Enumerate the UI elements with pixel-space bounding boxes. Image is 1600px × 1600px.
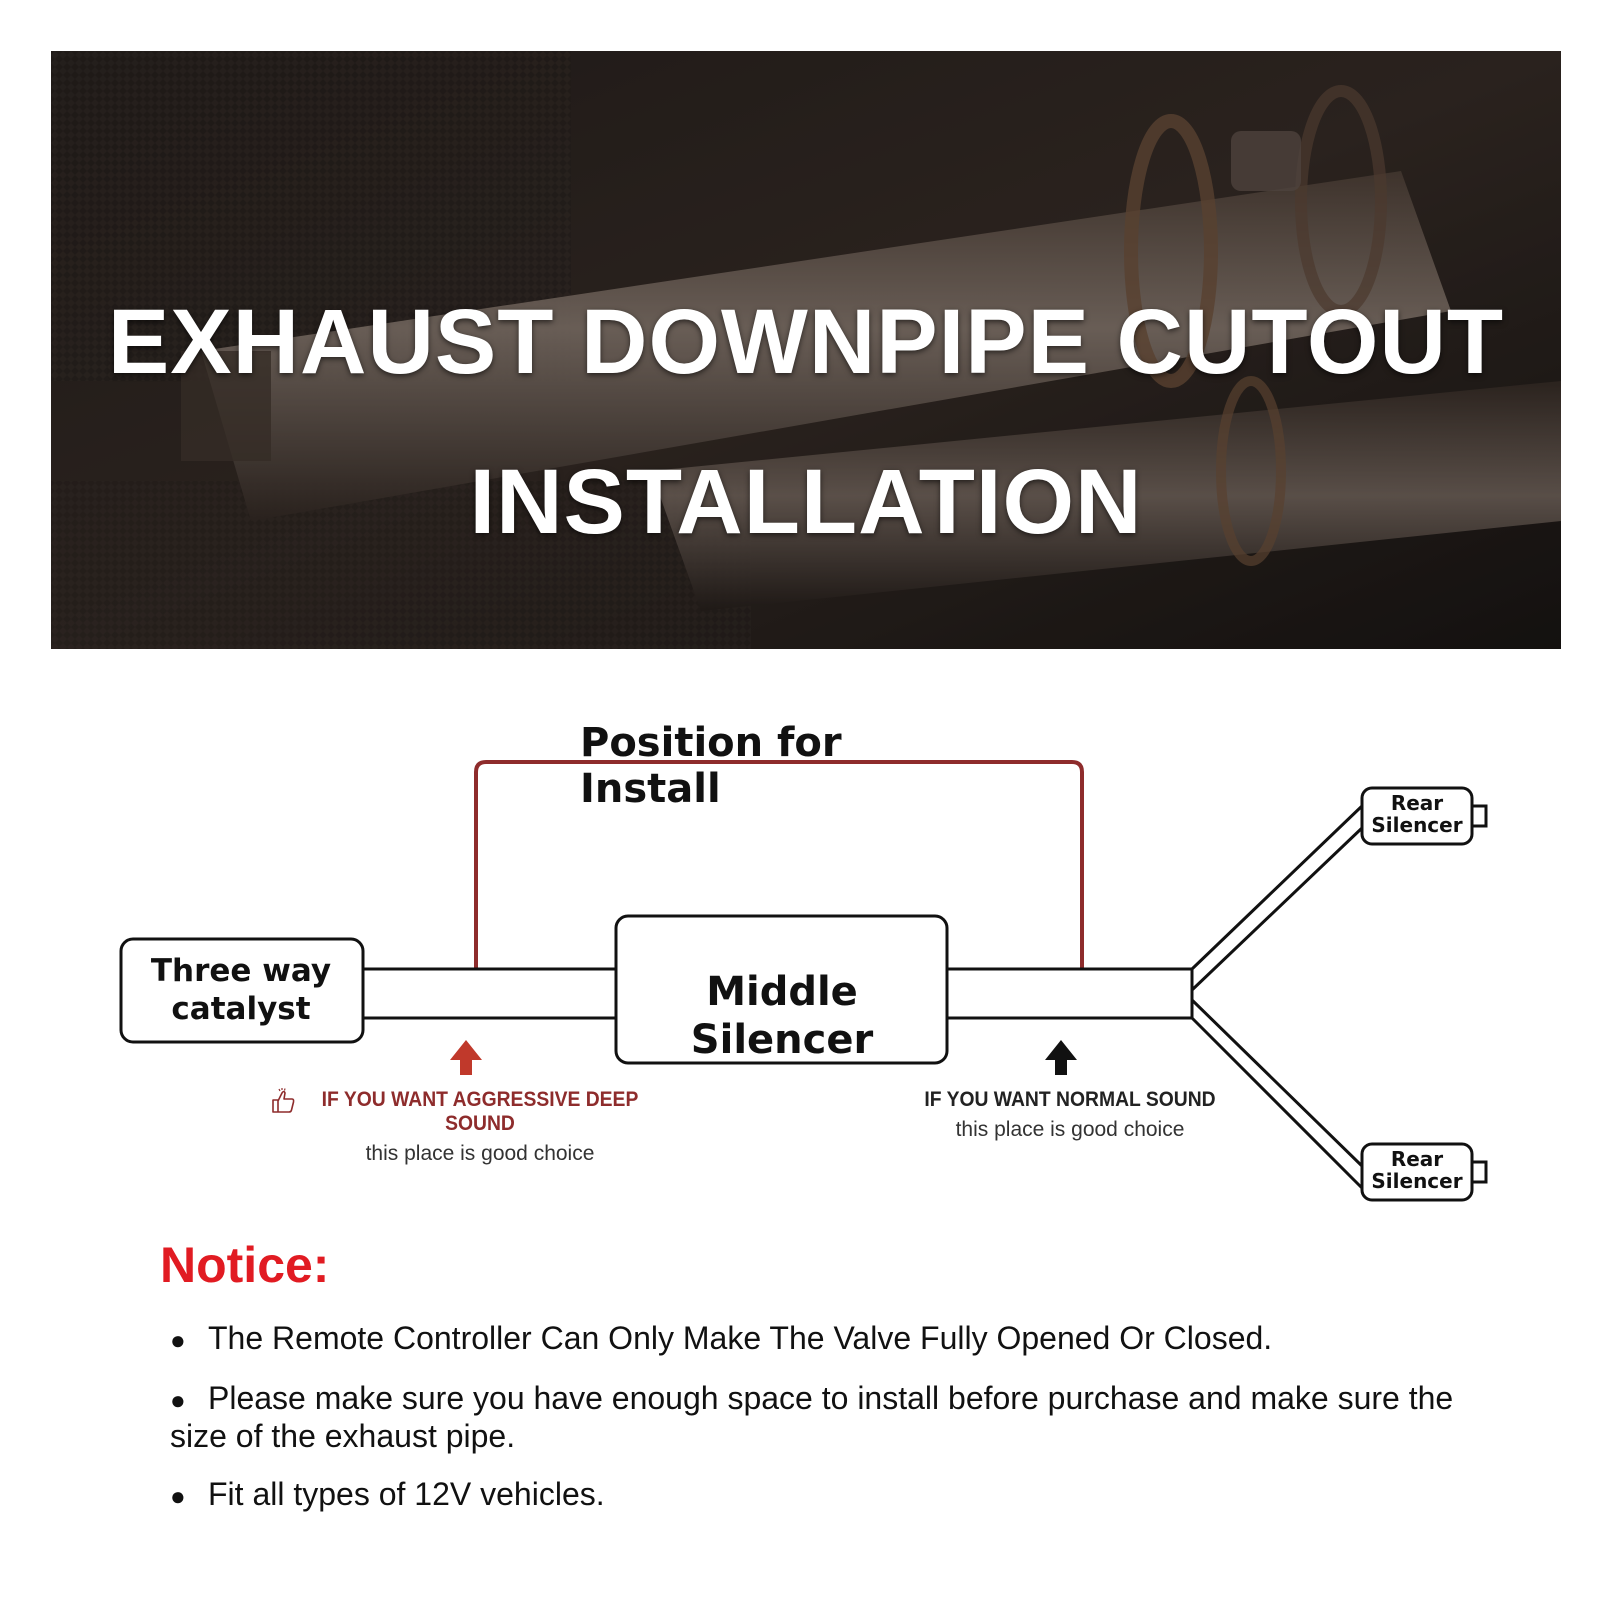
normal-sound-caption: IF YOU WANT NORMAL SOUND [924,1088,1216,1111]
notice-item [160,1476,1500,1514]
notice-list [160,1320,1500,1514]
notice-item-text: Fit all types of 12V vehicles. [208,1476,605,1512]
bullet-icon: ● [170,1481,186,1511]
thumbs-up-icon [270,1088,296,1114]
normal-sound-subtext: this place is good choice [955,1118,1185,1141]
rear-silencer-label-bottom: Rear Silencer [1371,1147,1463,1193]
notice-item-text: The Remote Controller Can Only Make The Valve Fully Opened Or Closed. [208,1320,1273,1356]
notice-item-text: Please make sure you have enough space to install before purchase and make sure the size of the exhaust pipe. [170,1380,1454,1454]
aggressive-sound-caption: IF YOU WANT AGGRESSIVE DEEP SOUND [321,1088,639,1135]
catalyst-label: Three way catalyst [150,953,332,1027]
rear-silencer-tip-bottom [1472,1162,1486,1182]
notice-item [160,1320,1500,1358]
hero-banner [51,51,1561,649]
aggressive-sound-subtext-text: this place is good choice [365,1142,595,1165]
notice-item [160,1380,1500,1454]
aggressive-sound-subtext [270,1142,690,1166]
up-arrow-icon [450,1040,482,1075]
diagram-title: Position for Install [580,720,842,812]
install-position-diagram [0,700,1600,1220]
bullet-icon: ● [170,1385,186,1415]
up-arrow-icon [1045,1040,1077,1075]
normal-sound-hint [900,1088,1240,1142]
hero-title-line1: EXHAUST DOWNPIPE CUTOUT [107,291,1505,393]
hero-title-line2: INSTALLATION [469,451,1143,553]
rear-silencer-tip-top [1472,806,1486,826]
bullet-icon: ● [170,1325,186,1355]
rear-silencer-label-top: Rear Silencer [1371,791,1463,837]
middle-silencer-label: Middle Silencer [690,969,874,1063]
aggressive-sound-hint [270,1088,690,1166]
notice-title: Notice: [160,1237,330,1293]
notice-section [160,1237,1500,1536]
